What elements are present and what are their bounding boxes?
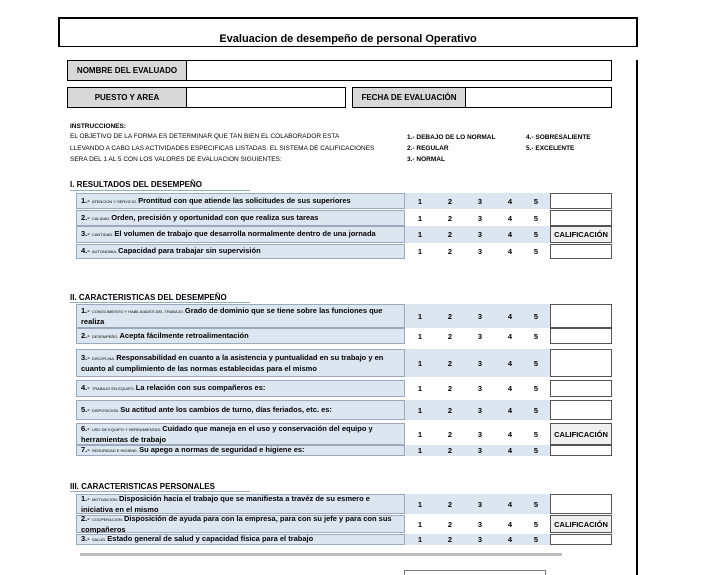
criterion-number: 1.- xyxy=(81,195,92,205)
score-option-5[interactable]: 5 xyxy=(522,226,550,243)
criterion-tag: SALUD. xyxy=(91,537,107,542)
divider xyxy=(58,46,638,47)
score-option-1[interactable]: 1 xyxy=(417,213,423,223)
score-option-2[interactable]: 2 xyxy=(447,429,453,439)
score-option-4[interactable]: 4 xyxy=(507,331,513,341)
criterion-text: Orden, precisión y oportunidad con que realiza sus tareas xyxy=(111,212,319,222)
section-title: II. CARACTERISTICAS DEL DESEMPEÑO xyxy=(70,293,227,302)
score-option-4[interactable]: 4 xyxy=(495,534,525,545)
score-option-2[interactable]: 2 xyxy=(435,494,465,514)
calificacion-label: CALIFICACIÓN xyxy=(550,515,612,533)
score-option-5[interactable]: 5 xyxy=(533,384,539,393)
criterion-text: Su actitud ante los cambios de turno, días feriados, etc. es: xyxy=(120,404,332,414)
score-option-3[interactable]: 3 xyxy=(477,429,483,439)
criterion-tag: DISPOSICION. xyxy=(91,407,120,413)
criterion-label xyxy=(76,445,405,456)
criterion-text: Estado general de salud y capacidad física para el trabajo xyxy=(107,534,314,543)
score-option-5[interactable]: 5 xyxy=(533,331,539,341)
score-option-2[interactable]: 2 xyxy=(447,519,453,529)
criterion-label xyxy=(76,328,405,344)
score-option-4[interactable]: 4 xyxy=(507,247,513,256)
score-option-1[interactable]: 1 xyxy=(417,247,423,256)
score-option-5[interactable]: 5 xyxy=(533,247,539,256)
score-option-3[interactable]: 3 xyxy=(465,226,495,243)
instructions-heading: INSTRUCCIONES: xyxy=(70,123,126,130)
score-option-3[interactable]: 3 xyxy=(465,193,495,209)
criterion-number: 7.- xyxy=(81,445,92,454)
criterion-number: 1.- xyxy=(81,493,92,503)
scale-item: 5.- EXCELENTE xyxy=(526,145,575,152)
score-option-5[interactable]: 5 xyxy=(533,519,539,529)
criterion-label xyxy=(76,534,405,545)
criterion-number: 3.- xyxy=(81,229,92,238)
criterion-text: La relación con sus compañeros es: xyxy=(135,383,266,392)
criterion-number: 5.- xyxy=(81,404,92,414)
page-title: Evaluacion de desempeño de personal Operativo xyxy=(219,33,477,45)
score-option-2[interactable]: 2 xyxy=(435,226,465,243)
score-option-4[interactable]: 4 xyxy=(495,193,525,209)
score-option-5[interactable]: 5 xyxy=(522,494,550,514)
nombre-label: NOMBRE DEL EVALUADO xyxy=(67,60,187,81)
score-option-4[interactable]: 4 xyxy=(495,349,525,377)
score-option-2[interactable]: 2 xyxy=(447,247,453,256)
score-option-2[interactable]: 2 xyxy=(435,349,465,377)
score-option-3[interactable]: 3 xyxy=(477,331,483,341)
criterion-number: 2.- xyxy=(81,513,92,523)
criterion-tag: DISCIPLINA. xyxy=(91,355,116,361)
criterion-number: 1.- xyxy=(81,305,92,315)
score-option-4[interactable]: 4 xyxy=(495,226,525,243)
divider xyxy=(80,553,562,556)
criterion-text: Capacidad para trabajar sin supervisión xyxy=(118,246,261,255)
score-option-1[interactable]: 1 xyxy=(417,331,423,341)
score-option-2[interactable]: 2 xyxy=(447,213,453,223)
score-option-4[interactable]: 4 xyxy=(507,519,513,529)
score-option-4[interactable]: 4 xyxy=(495,400,525,420)
score-option-5[interactable]: 5 xyxy=(522,304,550,328)
criterion-text: Su apego a normas de seguridad e higiene es: xyxy=(139,445,305,454)
score-option-4[interactable]: 4 xyxy=(507,384,513,393)
criterion-label xyxy=(76,380,405,397)
criterion-text: Acepta fácilmente retroalimentación xyxy=(119,330,249,340)
score-option-1[interactable]: 1 xyxy=(405,349,435,377)
score-option-3[interactable]: 3 xyxy=(465,400,495,420)
calificacion-box[interactable] xyxy=(550,210,612,226)
criterion-tag: SEGURIDAD E HIGIENE. xyxy=(91,448,139,453)
fecha-label: FECHA DE EVALUACIÓN xyxy=(352,87,466,108)
divider xyxy=(70,302,250,303)
criterion-number: 3.- xyxy=(81,352,92,362)
criterion-text: Prontitud con que atiende las solicitudes de sus superiores xyxy=(138,195,351,205)
score-option-4[interactable]: 4 xyxy=(495,304,525,328)
criterion-tag: USO DE EQUIPO Y HERRAMIENTAS. xyxy=(91,426,162,432)
score-option-3[interactable]: 3 xyxy=(465,534,495,545)
criterion-tag: CONOCIMIENTO Y HABILIDADES DEL TRABAJO. xyxy=(91,308,184,314)
criterion-text: Disposición de ayuda para con la empresa, para con su jefe y para con sus compañeros xyxy=(81,513,392,534)
criterion-text: Grado de dominio que se tiene sobre las funciones que realiza xyxy=(81,305,383,326)
score-option-4[interactable]: 4 xyxy=(507,213,513,223)
score-option-3[interactable]: 3 xyxy=(465,349,495,377)
criterion-tag: AUTONOMIA. xyxy=(91,249,118,254)
score-option-1[interactable]: 1 xyxy=(417,429,423,439)
score-option-2[interactable]: 2 xyxy=(435,400,465,420)
puesto-field[interactable] xyxy=(186,87,346,108)
puesto-label: PUESTO Y AREA xyxy=(67,87,187,108)
divider xyxy=(636,60,638,575)
score-option-5[interactable]: 5 xyxy=(522,193,550,209)
score-option-1[interactable]: 1 xyxy=(405,400,435,420)
calificacion-box[interactable] xyxy=(550,193,612,209)
score-option-3[interactable]: 3 xyxy=(477,213,483,223)
score-option-1[interactable]: 1 xyxy=(417,384,423,393)
criterion-label xyxy=(76,349,405,377)
score-option-2[interactable]: 2 xyxy=(435,304,465,328)
calificacion-label: CALIFICACIÓN xyxy=(550,423,612,445)
criterion-number: 2.- xyxy=(81,212,92,222)
divider xyxy=(70,190,250,191)
calificacion-box[interactable] xyxy=(550,328,612,344)
score-option-1[interactable]: 1 xyxy=(405,445,435,456)
criterion-tag: TRABAJO EN EQUIPO. xyxy=(91,386,135,391)
calificacion-box[interactable] xyxy=(550,244,612,259)
score-option-1[interactable]: 1 xyxy=(417,519,423,529)
score-option-1[interactable]: 1 xyxy=(405,226,435,243)
divider xyxy=(70,491,250,492)
score-option-2[interactable]: 2 xyxy=(447,384,453,393)
score-option-4[interactable]: 4 xyxy=(507,429,513,439)
score-option-5[interactable]: 5 xyxy=(522,445,550,456)
criterion-tag: ATENCION Y SERVICIO. xyxy=(91,198,138,204)
criterion-tag: CALIDAD. xyxy=(91,215,111,221)
criterion-text: Responsabilidad en cuanto a la asistencia y puntualidad en su trabajo y en cuanto al cumplimiento de las normas establecidas para el mismo xyxy=(81,352,384,373)
criterion-text: Cuidado que maneja en el uso y conservación del equipo y herramientas de trabajo xyxy=(81,423,373,444)
score-option-2[interactable]: 2 xyxy=(447,331,453,341)
criterion-label xyxy=(76,515,405,533)
criterion-tag: COOPERACION. xyxy=(91,516,123,522)
criterion-text: Disposición hacia el trabajo que se manifiesta a travéz de su esmero e iniciativa en el mismo xyxy=(81,493,370,514)
calificacion-box[interactable] xyxy=(550,380,612,397)
score-option-5[interactable]: 5 xyxy=(533,429,539,439)
criterion-text: El volumen de trabajo que desarrolla normalmente dentro de una jornada xyxy=(114,229,376,238)
criterion-label xyxy=(76,423,405,445)
scale-item: 3.- NORMAL xyxy=(407,156,445,163)
criterion-number: 2.- xyxy=(81,330,92,340)
criterion-tag: CANTIDAD. xyxy=(91,232,114,237)
criterion-number: 6.- xyxy=(81,423,92,433)
nombre-field[interactable] xyxy=(186,60,612,81)
score-option-1[interactable]: 1 xyxy=(405,193,435,209)
score-option-3[interactable]: 3 xyxy=(465,445,495,456)
criterion-label xyxy=(76,400,405,420)
section-title: III. CARACTERISTICAS PERSONALES xyxy=(70,482,215,491)
score-option-3[interactable]: 3 xyxy=(477,519,483,529)
score-option-3[interactable]: 3 xyxy=(465,494,495,514)
score-option-4[interactable]: 4 xyxy=(495,494,525,514)
section-title: I. RESULTADOS DEL DESEMPEÑO xyxy=(70,180,203,189)
table-edge xyxy=(404,570,546,575)
scale-item: 1.- DEBAJO DE LO NORMAL xyxy=(407,134,496,141)
criterion-number: 4.- xyxy=(81,383,92,392)
score-option-3[interactable]: 3 xyxy=(477,384,483,393)
calificacion-box[interactable] xyxy=(550,349,612,377)
calificacion-box[interactable] xyxy=(550,494,612,514)
criterion-tag: MOTIVACION. xyxy=(91,496,118,502)
scale-item: 2.- REGULAR xyxy=(407,145,449,152)
score-option-5[interactable]: 5 xyxy=(533,213,539,223)
calificacion-box[interactable] xyxy=(550,304,612,328)
score-option-2[interactable]: 2 xyxy=(435,445,465,456)
score-option-3[interactable]: 3 xyxy=(465,304,495,328)
instructions-line: EL OBJETIVO DE LA FORMA ES DETERMINAR QUE TAN BIEN EL COLABORADOR ESTA xyxy=(70,133,340,140)
calificacion-box[interactable] xyxy=(550,445,612,456)
score-option-1[interactable]: 1 xyxy=(405,494,435,514)
criterion-number: 4.- xyxy=(81,246,92,255)
instructions-line: SERA DEL 1 AL 5 CON LOS VALORES DE EVALUACION SIGUIENTES: xyxy=(70,156,282,163)
score-option-4[interactable]: 4 xyxy=(495,445,525,456)
criterion-label xyxy=(76,494,405,514)
score-option-5[interactable]: 5 xyxy=(522,400,550,420)
score-option-2[interactable]: 2 xyxy=(435,193,465,209)
criterion-label xyxy=(76,193,405,209)
criterion-label xyxy=(76,226,405,243)
criterion-label xyxy=(76,210,405,226)
score-option-5[interactable]: 5 xyxy=(522,349,550,377)
criterion-tag: DESEMPEÑO. xyxy=(91,333,119,339)
score-option-1[interactable]: 1 xyxy=(405,304,435,328)
score-option-5[interactable]: 5 xyxy=(522,534,550,545)
instructions-line: LLEVANDO A CABO LAS ACTIVIDADES ESPECIFICAS LISTADAS. EL SISTEMA DE CALIFICACIONES xyxy=(70,145,375,152)
scale-item: 4.- SOBRESALIENTE xyxy=(526,134,591,141)
criterion-label xyxy=(76,304,405,328)
score-option-2[interactable]: 2 xyxy=(435,534,465,545)
score-option-3[interactable]: 3 xyxy=(477,247,483,256)
criterion-label xyxy=(76,244,405,259)
criterion-number: 3.- xyxy=(81,534,92,543)
score-option-1[interactable]: 1 xyxy=(405,534,435,545)
calificacion-box[interactable] xyxy=(550,534,612,545)
fecha-field[interactable] xyxy=(465,87,612,108)
calificacion-box[interactable] xyxy=(550,400,612,420)
calificacion-label: CALIFICACIÓN xyxy=(550,226,612,243)
